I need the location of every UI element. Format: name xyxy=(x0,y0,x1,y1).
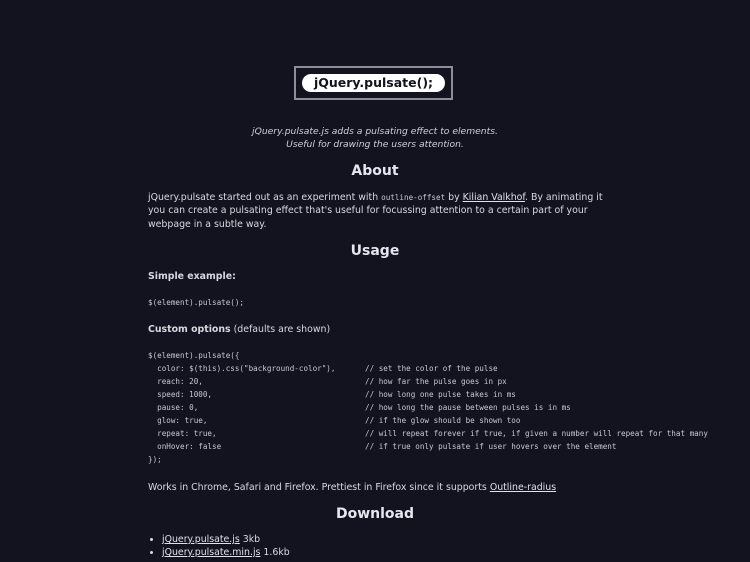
author-link[interactable]: Kilian Valkhof xyxy=(462,192,526,203)
usage-heading: Usage xyxy=(350,243,400,259)
logo-title[interactable]: jQuery.pulsate(); xyxy=(302,74,445,92)
option-onhover-code: onHover: false xyxy=(148,442,222,451)
custom-options-label xyxy=(148,323,608,336)
download-size: 1.6kb xyxy=(260,547,290,558)
option-speed-comment: // how long one pulse takes in ms xyxy=(365,390,516,399)
code-open: $(element).pulsate({ xyxy=(148,351,240,360)
compatibility-text: Works in Chrome, Safari and Firefox. Prettiest in Firefox since it supports xyxy=(148,482,490,493)
outline-radius-link[interactable]: Outline-radius xyxy=(489,482,557,493)
option-pause-comment: // how long the pause between pulses is in ms xyxy=(365,403,571,412)
option-onhover-comment: // if true only pulsate if user hovers over the element xyxy=(365,442,617,451)
about-line-3: webpage in a subtle way. xyxy=(148,218,267,230)
custom-options-note: (defaults are shown) xyxy=(230,324,331,335)
option-reach-code: reach: 20, xyxy=(148,377,203,386)
custom-options-title: Custom options xyxy=(148,324,231,335)
option-repeat-comment: // will repeat forever if true, if given a number will repeat for that many xyxy=(365,429,708,438)
about-text-by: by xyxy=(445,192,463,203)
tagline-line-2: Useful for drawing the users attention. xyxy=(286,139,464,150)
download-heading: Download xyxy=(335,506,415,522)
about-line-2: you can create a pulsating effect that's useful for focussing attention to a certain part of your xyxy=(148,205,588,217)
download-size: 3kb xyxy=(239,534,261,545)
option-glow-comment: // if the glow should be shown too xyxy=(365,416,521,425)
about-code-outline-offset: outline-offset xyxy=(381,193,446,202)
option-pause-code: pause: 0, xyxy=(148,403,199,412)
download-item xyxy=(162,533,290,546)
option-color-code: color: $(this).css("background-color"), xyxy=(148,364,336,373)
option-color-comment: // set the color of the pulse xyxy=(365,364,498,373)
simple-example-label: Simple example: xyxy=(148,271,236,282)
download-link-pulsate-js[interactable]: jQuery.pulsate.js xyxy=(162,534,240,545)
download-item xyxy=(162,546,290,559)
tagline-line-1: jQuery.pulsate.js adds a pulsating effect to elements. xyxy=(252,126,498,137)
about-text-after: . By animating it xyxy=(525,192,603,203)
option-glow-code: glow: true, xyxy=(148,416,208,425)
download-link-pulsate-min-js[interactable]: jQuery.pulsate.min.js xyxy=(162,547,261,558)
compatibility-note xyxy=(148,481,708,494)
option-repeat-code: repeat: true, xyxy=(148,429,217,438)
code-close: }); xyxy=(148,455,162,464)
about-paragraph xyxy=(148,191,608,231)
download-list xyxy=(148,533,290,559)
simple-example-code: $(element).pulsate(); xyxy=(148,298,245,307)
logo-frame xyxy=(294,66,453,100)
about-text-start: jQuery.pulsate started out as an experiment with xyxy=(148,192,382,203)
about-heading: About xyxy=(351,163,399,179)
option-speed-code: speed: 1000, xyxy=(148,390,213,399)
option-reach-comment: // how far the pulse goes in px xyxy=(365,377,507,386)
